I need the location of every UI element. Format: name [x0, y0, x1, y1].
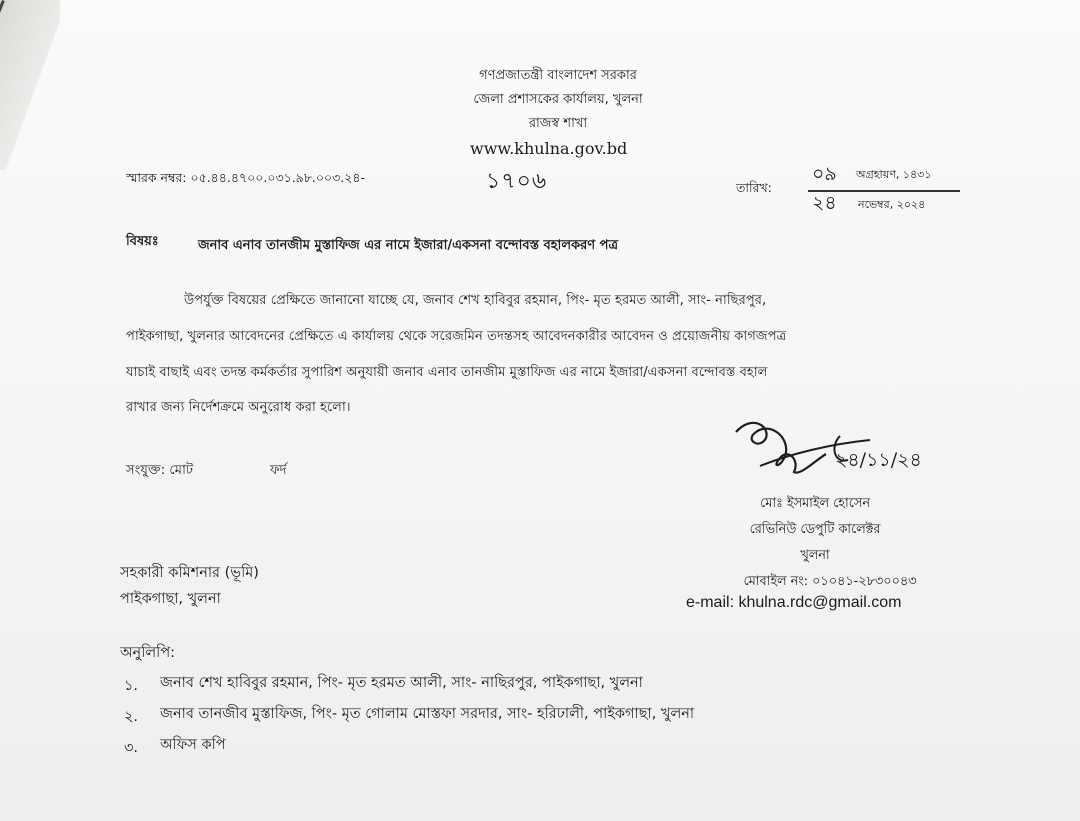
- body-line-1: উপর্যুক্ত বিষয়ের প্রেক্ষিতে জানানো যাচ্ছে যে, জনাব শেখ হাবিবুর রহমান, পিং- মৃত হরমত আলী, সাং- নাছিরপুর,: [184, 293, 767, 308]
- page-fold-shadow: [0, 0, 60, 170]
- copy-item-1: জনাব শেখ হাবিবুর রহমান, পিং- মৃত হরমত আলী, সাং- নাছিরপুর, পাইকগাছা, খুলনা: [160, 675, 643, 691]
- copy-item-2: জনাব তানজীব মুস্তাফিজ, পিং- মৃত গোলাম মোস্তফা সরদার, সাং- হরিঢালী, পাইকগাছা, খুলনা: [160, 706, 695, 722]
- recipient-location: পাইকগাছা, খুলনা: [120, 591, 221, 607]
- body-line-2: পাইকগাছা, খুলনার আবেদনের প্রেক্ষিতে এ কার্যালয় থেকে সরেজমিন তদন্তসহ আবেদনকারীর আবেদন ও প্রয়োজনীয় কাগজপত্র: [126, 329, 787, 344]
- copies-label: অনুলিপি:: [120, 645, 176, 661]
- date-english-month: নভেম্বর, ২০২৪: [858, 198, 926, 211]
- body-line-4: রাখার জন্য নির্দেশক্রমে অনুরোধ করা হলো।: [126, 400, 351, 415]
- govt-name: গণপ্রজাতন্ত্রী বাংলাদেশ সরকার: [479, 68, 637, 83]
- signatory-mobile: মোবাইল নং: ০১০৪১-২৮৩০০৪৩: [743, 574, 917, 589]
- date-bangla-day: ০৯: [812, 163, 837, 185]
- memo-number: [126, 170, 365, 190]
- memo-handwritten-number: ১৭০৬: [486, 169, 548, 194]
- signatory-office: খুলনা: [800, 548, 830, 563]
- section-name: রাজস্ব শাখা: [528, 116, 588, 131]
- copy-item-1-number: ১.: [124, 678, 139, 694]
- date-english-day: ২৪: [812, 192, 837, 214]
- subject-text: জনাব এনাব তানজীম মুস্তাফিজ এর নামে ইজারা/একসনা বন্দোবস্ত বহালকরণ পত্র: [198, 238, 619, 253]
- website-link[interactable]: www.khulna.gov.bd: [470, 139, 628, 158]
- date-bangla-month: অগ্রহায়ণ, ১৪৩১: [856, 168, 932, 181]
- memo-label: স্মারক নম্বর:: [126, 170, 187, 185]
- copy-item-3: অফিস কপি: [160, 737, 226, 753]
- signatory-designation: রেভিনিউ ডেপুটি কালেক্টর: [749, 522, 881, 537]
- date-label: তারিখ:: [736, 180, 772, 195]
- subject-label: বিষয়ঃ: [126, 234, 159, 249]
- signatory-email[interactable]: e-mail: khulna.rdc@gmail.com: [686, 594, 902, 611]
- recipient-title: সহকারী কমিশনার (ভূমি): [120, 565, 259, 581]
- body-line-3: যাচাই বাছাই এবং তদন্ত কর্মকর্তার সুপারিশ অনুযায়ী জনাব এনাব তানজীম মুস্তাফিজ এর নামে ইজারা/একসনা বন্দোবস্ত বহাল: [126, 365, 768, 380]
- copy-item-3-number: ৩.: [124, 740, 139, 756]
- signatory-name: মোঃ ইসমাইল হোসেন: [760, 496, 870, 511]
- copy-item-2-number: ২.: [124, 709, 139, 725]
- enclosure-label: সংযুক্ত: মোট: [126, 463, 194, 478]
- office-name: জেলা প্রশাসকের কার্যালয়, খুলনা: [473, 92, 643, 107]
- memo-value: ০৫.৪৪.৪৭০০.০৩১.৯৮.০০৩.২৪-: [190, 170, 365, 185]
- enclosure-unit: ফর্দ: [270, 463, 287, 478]
- signature-date: ২৪/১১/২৪: [835, 449, 922, 471]
